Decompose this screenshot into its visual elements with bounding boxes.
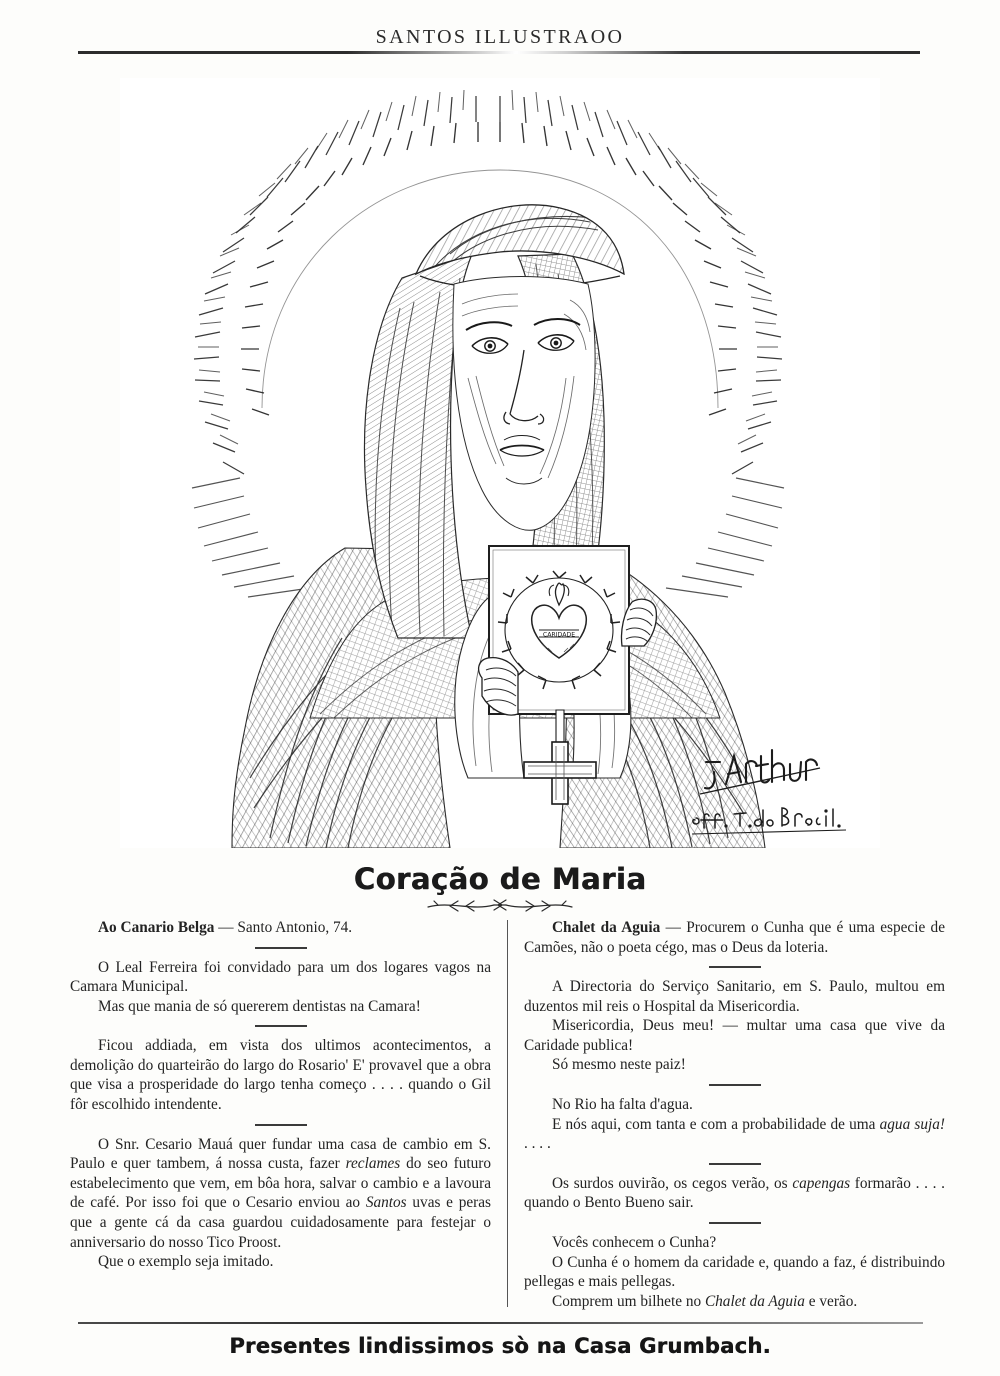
masthead-rule xyxy=(78,51,920,54)
right-b4-italic-chalet: Chalet da Aguia xyxy=(704,1292,805,1310)
left-b3-italic-reclames: reclames xyxy=(345,1155,401,1173)
article-header xyxy=(0,862,1000,915)
left-b3-seg-b: do seo futuro estabelecimento que vem, em bôa hora, salvar o cambio e a lavoura de café. Por isso foi que o Cesario enviou ao xyxy=(70,1155,491,1212)
right-block-1 xyxy=(524,918,945,957)
left-b3-seg-a: O Snr. Cesario Mauá quer fundar uma casa de cambio em S. Paulo e quer tambem, á nossa custa, fazer xyxy=(70,1135,491,1173)
right-b3-seg-b: formarão . . . . quando o Bento Bueno sair. xyxy=(524,1174,946,1212)
footer-advertisement xyxy=(0,1334,1000,1358)
left-block-2 xyxy=(70,958,491,1017)
block-separator xyxy=(255,1124,307,1126)
left-b3-p2: Que o exemplo seja imitado. xyxy=(98,1253,274,1271)
right-b3-italic-capengas: capengas xyxy=(792,1174,851,1192)
masthead xyxy=(0,26,1000,49)
left-block-1-heading xyxy=(70,918,491,938)
block-separator xyxy=(255,1025,307,1027)
left-lead-name: Ao Canario Belga xyxy=(98,919,215,936)
right-block-3 xyxy=(524,1095,945,1154)
right-block-1-heading xyxy=(524,918,945,957)
illustration-nun-portrait xyxy=(120,78,880,848)
block-separator xyxy=(709,1163,761,1165)
left-b1-p1: O Leal Ferreira foi convidado para um dos logares vagos na Camara Municipal. xyxy=(70,958,491,996)
right-b1-p2: Misericordia, Deus meu! — multar uma casa que vive da Caridade publica! xyxy=(524,1017,945,1054)
left-b3-italic-santos: Santos xyxy=(365,1194,407,1212)
left-block-4 xyxy=(70,1135,491,1272)
article-title: Coração de Maria xyxy=(353,862,647,896)
right-b3-p1 xyxy=(524,1174,945,1213)
article-columns xyxy=(70,918,945,1313)
right-block-2 xyxy=(524,977,945,1075)
left-block-1 xyxy=(70,918,491,938)
right-b3-seg-a: Os surdos ouvirão, os cegos verão, os xyxy=(552,1174,793,1192)
block-separator xyxy=(709,1222,761,1224)
column-left xyxy=(70,918,507,1313)
block-separator xyxy=(255,947,307,949)
column-right xyxy=(508,918,945,1313)
right-b2-italic-aguasuja: agua suja! xyxy=(879,1115,945,1133)
right-b2-seg-a: E nós aqui, com tanta e com a probabilidade de uma xyxy=(552,1115,880,1133)
right-b4-p2: O Cunha é o homem da caridade e, quando a faz, é distribuindo pellegas e mais pellegas. xyxy=(524,1253,945,1291)
left-block-3 xyxy=(70,1036,491,1114)
right-b2-seg-b: . . . . xyxy=(524,1135,551,1153)
left-b3-p1 xyxy=(70,1135,491,1252)
footer-ad-text: Presentes lindissimos sò na Casa Grumbach. xyxy=(229,1334,771,1358)
left-b1-p2: Mas que mania de só quererem dentistas na Camara! xyxy=(98,997,421,1015)
left-b2-p1: Ficou addiada, em vista dos ultimos acontecimentos, a demolição do quarteirão do largo do Rosario' E' provavel que a obra que visa a prosperidade do largo tenha começo . . . . quando o Gil fôr escolhido intendente. xyxy=(70,1037,491,1114)
emblem-label-text: CARIDADE xyxy=(542,631,576,639)
masthead-title: SANTOS ILLUSTRAOO xyxy=(375,26,625,48)
block-separator xyxy=(709,1084,761,1086)
right-block-5 xyxy=(524,1233,945,1311)
right-lead-rest: — Procurem o Cunha que é uma especie de Camões, não o poeta cégo, mas o Deus da loteria. xyxy=(524,919,945,956)
left-b3-seg-c: uvas e peras que a gente cá da casa guardou cuidadosamente para festejar o anniversario do nosso Tico Proost. xyxy=(70,1194,492,1251)
left-lead-rest: — Santo Antonio, 74. xyxy=(214,919,353,936)
right-lead-name: Chalet da Aguia xyxy=(552,919,661,936)
footer-rule xyxy=(78,1322,923,1324)
leaf-flourish-ornament xyxy=(0,897,1000,915)
right-b2-p1: No Rio ha falta d'agua. xyxy=(552,1096,693,1114)
right-b4-p1: Vocês conhecem o Cunha? xyxy=(552,1233,717,1251)
block-separator xyxy=(709,966,761,968)
right-b4-seg-b: e verão. xyxy=(804,1292,858,1310)
right-b1-p3: Só mesmo neste paiz! xyxy=(552,1056,686,1074)
right-b4-p3 xyxy=(524,1292,945,1312)
right-b4-seg-a: Comprem um bilhete no xyxy=(552,1292,705,1310)
right-block-4 xyxy=(524,1174,945,1213)
right-b1-p1: A Directoria do Serviço Sanitario, em S. Paulo, multou em duzentos mil reis o Hospital da Misericordia. xyxy=(524,978,945,1015)
right-b2-p2 xyxy=(524,1115,945,1154)
